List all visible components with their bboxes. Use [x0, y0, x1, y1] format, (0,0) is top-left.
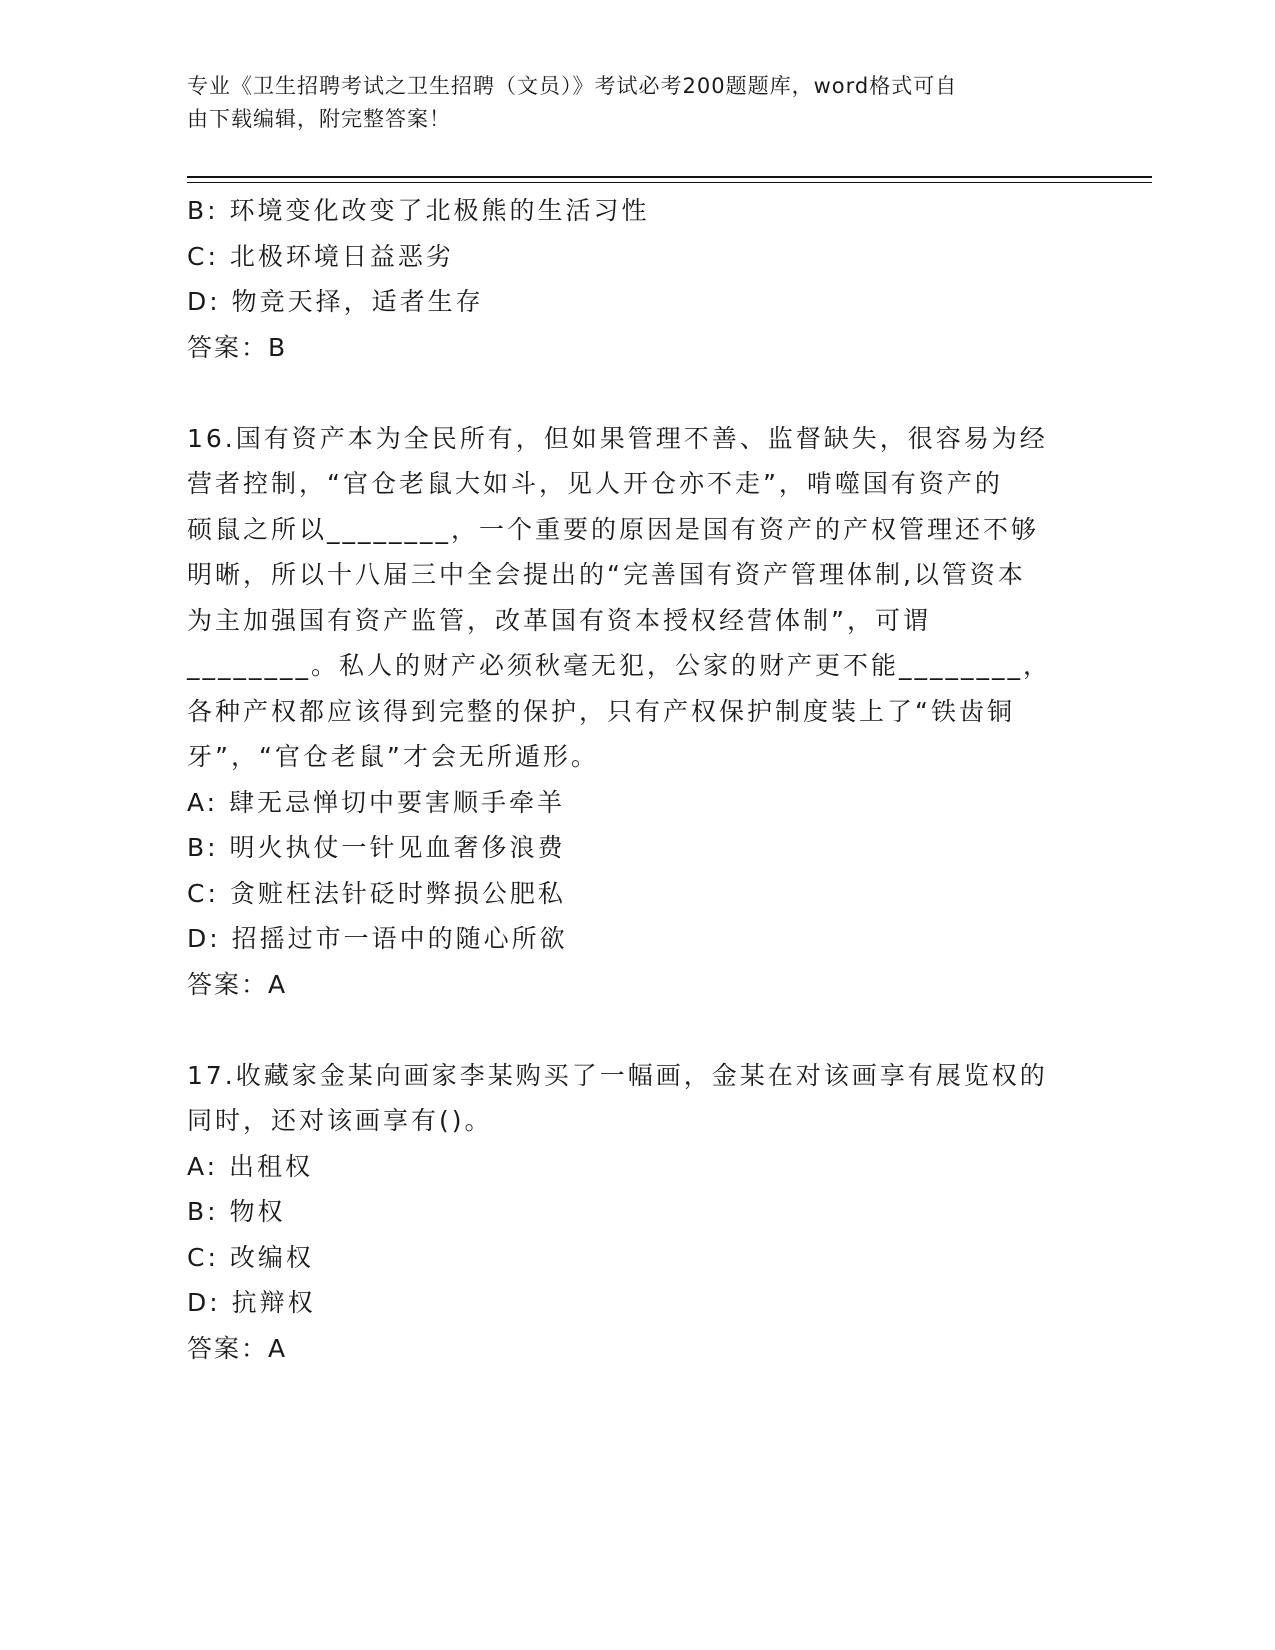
q17-option-b: B: 物权 [187, 1197, 286, 1226]
q16-stem-line-8: 牙”，“官仓老鼠”才会无所遁形。 [187, 742, 599, 771]
q15-option-d: D: 物竞天择，适者生存 [187, 287, 484, 316]
q16-stem-text: 。私人的财产必须秋毫无犯，公家的财产更不能 [311, 651, 900, 680]
q16-blank-1: ________ [327, 514, 452, 544]
spacer [187, 370, 1077, 416]
q16-stem-line-2: 营者控制，“官仓老鼠大如斗，见人开仓亦不走”，啃噬国有资产的 [187, 469, 1003, 498]
q15-option-b: B: 环境变化改变了北极熊的生活习性 [187, 196, 650, 225]
q16-stem-text: ，一个重要的原因是国有资产的产权管理还不够 [451, 514, 1040, 544]
q16-stem-line-3 [187, 507, 1077, 553]
document-header [187, 70, 1067, 136]
q16-stem-line-4: 明晰，所以十八届三中全会提出的“完善国有资产管理体制,以管资本 [187, 560, 1026, 589]
q16-option-d: D: 招摇过市一语中的随心所欲 [187, 924, 568, 953]
question-17 [187, 1053, 1077, 1372]
q16-stem-line-1: 16.国有资产本为全民所有，但如果管理不善、监督缺失，很容易为经 [187, 423, 1048, 453]
q16-blank-2: ________ [187, 651, 311, 680]
q16-option-b: B: 明火执仗一针见血奢侈浪费 [187, 833, 566, 862]
q16-option-a: A: 肆无忌惮切中要害顺手牵羊 [187, 787, 566, 817]
header-divider-thin [187, 182, 1152, 183]
q17-option-d: D: 抗辩权 [187, 1288, 316, 1317]
document-body [187, 188, 1077, 1371]
q17-answer: 答案：A [187, 1333, 288, 1363]
header-line-2: 由下载编辑，附完整答案！ [187, 107, 451, 131]
q16-stem-text: 硕鼠之所以 [187, 514, 328, 544]
q17-option-c: C: 改编权 [187, 1242, 314, 1272]
question-16 [187, 416, 1077, 1008]
q17-option-a: A: 出租权 [187, 1151, 314, 1181]
header-divider-thick [187, 176, 1152, 178]
q16-blank-3: ________ [899, 651, 1024, 680]
q16-option-c: C: 贪赃枉法针砭时弊损公肥私 [187, 878, 566, 908]
q16-stem-line-7: 各种产权都应该得到完整的保护，只有产权保护制度装上了“铁齿铜 [187, 696, 1015, 726]
q16-stem-text: ， [1023, 651, 1052, 680]
q16-stem-line-6 [187, 643, 1077, 689]
q15-answer: 答案：B [187, 332, 288, 362]
q16-answer: 答案：A [187, 969, 288, 999]
question-15-tail [187, 188, 1077, 370]
q15-option-c: C: 北极环境日益恶劣 [187, 241, 454, 271]
q17-stem-line-1: 17.收藏家金某向画家李某购买了一幅画，金某在对该画享有展览权的 [187, 1060, 1048, 1090]
header-line-1: 专业《卫生招聘考试之卫生招聘（文员）》考试必考200题题库，word格式可自 [187, 74, 958, 98]
q16-stem-line-5: 为主加强国有资产监管，改革国有资本授权经营体制”，可谓 [187, 605, 931, 635]
spacer [187, 1007, 1077, 1053]
q17-stem-line-2: 同时，还对该画享有()。 [187, 1106, 493, 1135]
